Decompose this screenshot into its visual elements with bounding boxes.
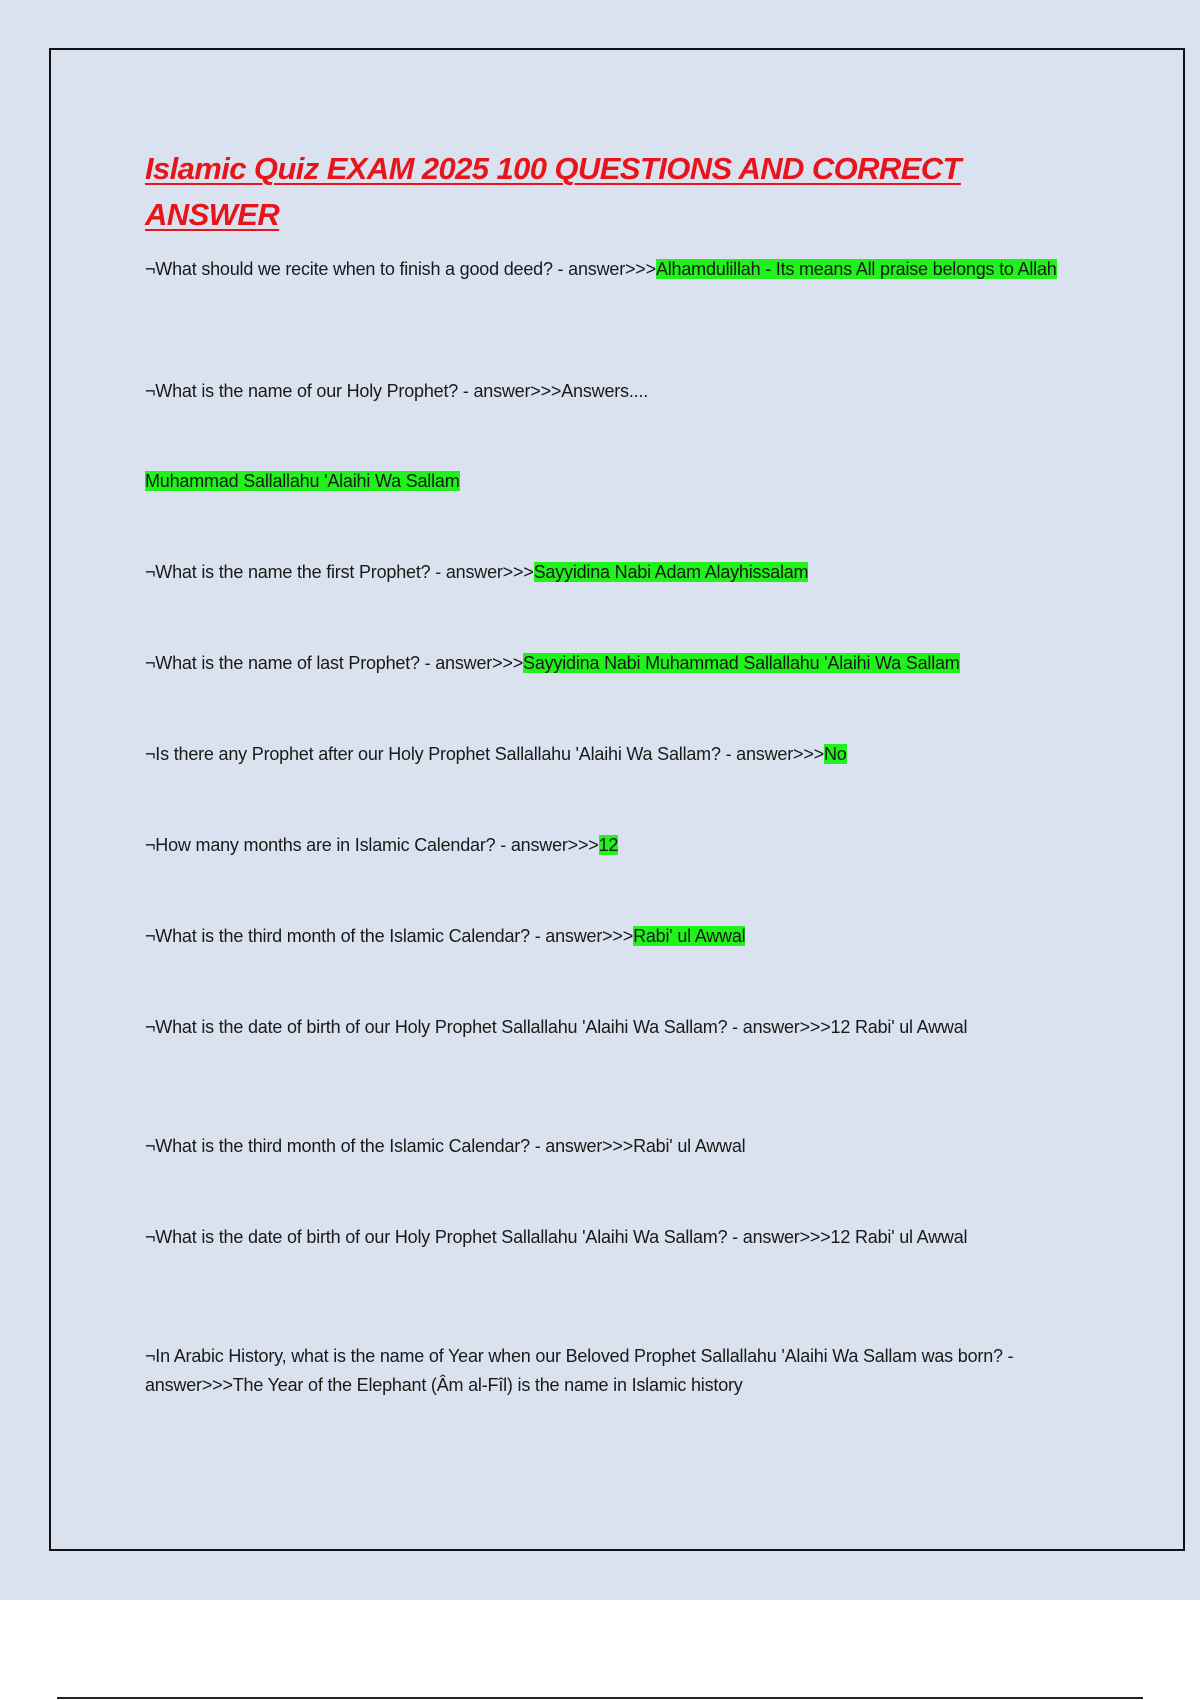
- answer-highlighted: Rabi' ul Awwal: [633, 926, 746, 946]
- question-text: ¬What is the name of our Holy Prophet? - answer>>>: [145, 381, 562, 401]
- answer-highlighted: No: [823, 744, 847, 764]
- answer-highlighted: Muhammad Sallallahu 'Alaihi Wa Sallam: [145, 471, 460, 491]
- answer-text: 12 Rabi' ul Awwal: [830, 1017, 968, 1037]
- question-text: ¬What is the name of last Prophet? - answer>>>: [145, 653, 524, 673]
- answer-highlighted: Alhamdulillah - Its means All praise belongs to Allah: [655, 259, 1057, 279]
- question-text: ¬In Arabic History, what is the name of Year when our Beloved Prophet Sallallahu 'Alaihi Wa Sallam was born? - answer>>>: [145, 1346, 1014, 1395]
- answer-highlighted: 12: [598, 835, 619, 855]
- qa-item-8: [145, 922, 1085, 951]
- question-text: ¬How many months are in Islamic Calendar? - answer>>>: [145, 835, 599, 855]
- question-text: ¬Is there any Prophet after our Holy Prophet Sallallahu 'Alaihi Wa Sallam? - answer>>>: [145, 744, 824, 764]
- question-text: ¬What should we recite when to finish a good deed? - answer>>>: [145, 259, 656, 279]
- qa-item-1: [145, 255, 1085, 284]
- answer-highlighted: Sayyidina Nabi Adam Alayhissalam: [533, 562, 809, 582]
- question-text: ¬What is the date of birth of our Holy Prophet Sallallahu 'Alaihi Wa Sallam? - answer>>>: [145, 1017, 831, 1037]
- question-text: ¬What is the date of birth of our Holy Prophet Sallallahu 'Alaihi Wa Sallam? - answer>>>: [145, 1227, 831, 1247]
- answer-text: 12 Rabi' ul Awwal: [830, 1227, 968, 1247]
- footer-divider: [57, 1697, 1143, 1699]
- qa-item-9: [145, 1013, 1085, 1042]
- qa-item-10: [145, 1132, 1085, 1161]
- question-text: ¬What is the name the first Prophet? - answer>>>: [145, 562, 534, 582]
- qa-item-7: [145, 831, 1085, 860]
- question-text: ¬What is the third month of the Islamic Calendar? - answer>>>: [145, 926, 634, 946]
- qa-item-6: [145, 740, 1085, 769]
- answer-highlighted: Sayyidina Nabi Muhammad Sallallahu 'Alaihi Wa Sallam: [523, 653, 960, 673]
- answer-text: The Year of the Elephant (Âm al-Fîl) is the name in Islamic history: [232, 1375, 743, 1395]
- qa-item-2: [145, 377, 1085, 406]
- qa-item-11: [145, 1223, 1085, 1252]
- document-title: Islamic Quiz EXAM 2025 100 QUESTIONS AND CORRECT ANSWER: [145, 151, 961, 232]
- answer-text: Rabi' ul Awwal: [633, 1136, 746, 1156]
- answer-text: Answers....: [561, 381, 649, 401]
- qa-item-5: [145, 649, 1085, 678]
- qa-item-3: [145, 467, 1085, 496]
- question-text: ¬What is the third month of the Islamic Calendar? - answer>>>: [145, 1136, 634, 1156]
- qa-item-4: [145, 558, 1085, 587]
- qa-item-12: [145, 1342, 1085, 1400]
